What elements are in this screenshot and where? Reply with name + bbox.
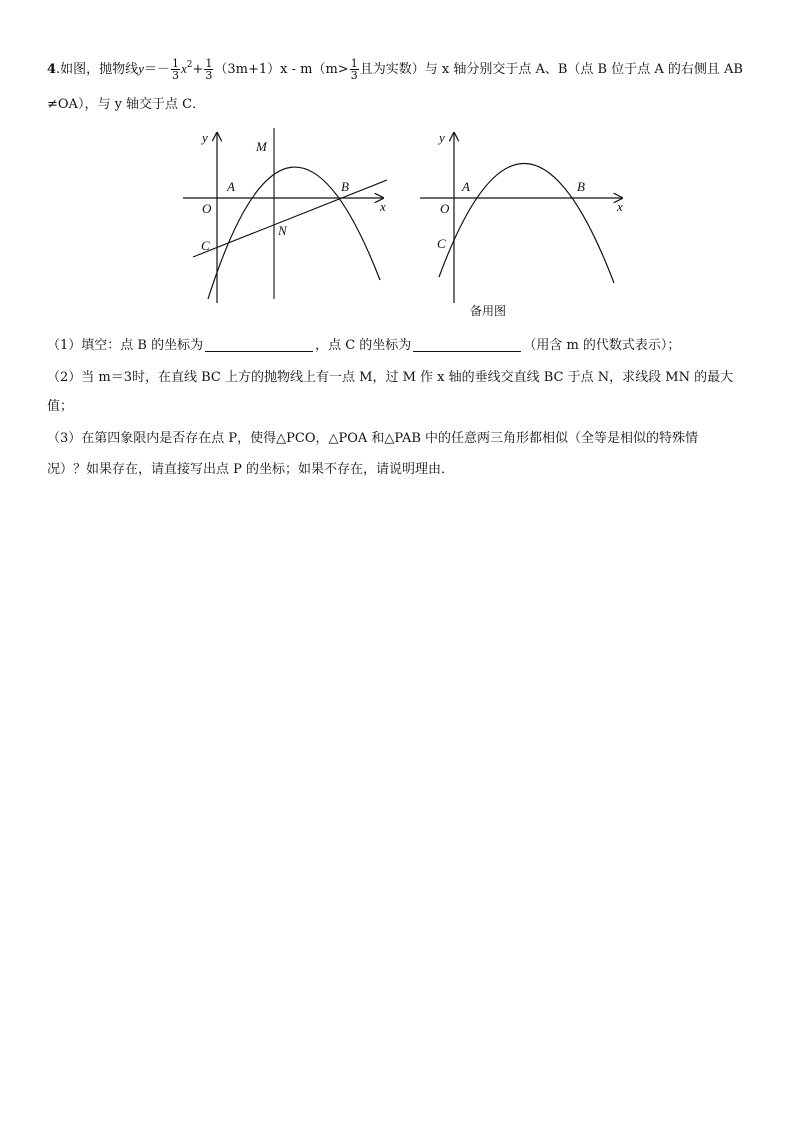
- line-bc: [193, 180, 387, 257]
- label-y: y: [202, 130, 208, 145]
- label-o: O: [202, 201, 212, 216]
- label-c: C: [201, 238, 210, 253]
- label-o: O: [440, 201, 450, 216]
- label-c: C: [437, 236, 446, 251]
- problem-intro-line-2: ≠OA），与 y 轴交于点 C．: [47, 97, 206, 112]
- eq-equals: ＝－: [143, 62, 170, 77]
- label-b: B: [341, 179, 349, 194]
- question-3-line-1: （3）在第四象限内是否存在点 P，使得△PCO，△POA 和△PAB 中的任意两三角形都相似（全等是相似的特殊情: [47, 431, 699, 446]
- question-2-line-2: 值；: [47, 399, 74, 414]
- fraction-1: $\frac{1}{3}$: [171, 57, 179, 82]
- eq-x: x: [180, 61, 187, 76]
- eq-plus: +: [192, 62, 204, 77]
- label-m: M: [256, 139, 267, 154]
- question-1: [47, 337, 680, 355]
- q1-part-b: ，点 C 的坐标为: [315, 338, 412, 353]
- label-y: y: [439, 130, 445, 145]
- answer-blank-b[interactable]: [205, 338, 313, 352]
- label-x: x: [617, 199, 623, 214]
- fraction-2: $\frac{1}{3}$: [205, 57, 213, 82]
- label-a: A: [462, 179, 470, 194]
- question-2-line-1: （2）当 m＝3时，在直线 BC 上方的抛物线上有一点 M，过 M 作 x 轴的垂线交直线 BC 于点 N，求线段 MN 的最大: [47, 370, 734, 385]
- main-figure: [175, 125, 400, 310]
- q1-part-c: （用含 m 的代数式表示）；: [523, 338, 681, 353]
- label-n: N: [278, 223, 287, 238]
- q1-part-a: （1）填空：点 B 的坐标为: [47, 338, 204, 353]
- intro-suffix: 且为实数）与 x 轴分别交于点 A、B（点 B 位于点 A 的右侧且 AB: [359, 62, 743, 77]
- problem-intro-line: [47, 58, 743, 81]
- answer-blank-c[interactable]: [413, 338, 521, 352]
- label-a: A: [227, 179, 235, 194]
- fraction-3: $\frac{1}{3}$: [350, 57, 358, 82]
- problem-number: 4: [47, 62, 57, 77]
- backup-figure: [412, 125, 637, 305]
- intro-prefix: .如图，抛物线: [56, 62, 139, 77]
- eq-y: y: [138, 61, 144, 76]
- figure-caption: 备用图: [470, 304, 507, 318]
- eq-square: 2: [186, 60, 193, 70]
- eq-part-2: （3m+1）x - m（m>: [214, 62, 349, 77]
- question-3-line-2: 况）？如果存在，请直接写出点 P 的坐标；如果不存在，请说明理由．: [47, 462, 455, 477]
- label-x: x: [380, 199, 386, 214]
- label-b: B: [577, 179, 585, 194]
